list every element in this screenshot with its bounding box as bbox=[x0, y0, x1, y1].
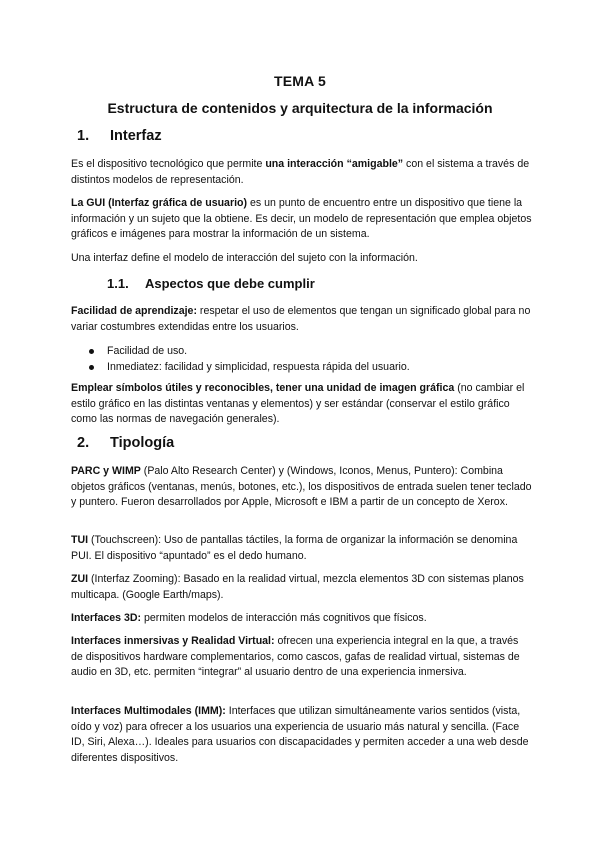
bullet-icon bbox=[89, 365, 94, 370]
paragraph-bold: PARC y WIMP bbox=[71, 465, 141, 477]
paragraph-text: ofrecen una experiencia integral en la que, a través de dispositivos hardware complementarios, como cascos, gafas de realidad virtual, sistemas de audio en 3D, etc. permiten “integrar” al usuario dentro de una experiencia inmersiva. bbox=[71, 635, 520, 678]
section-number: 2. bbox=[77, 435, 90, 451]
paragraph-bold: La GUI (Interfaz gráfica de usuario) bbox=[71, 197, 248, 209]
paragraph-text: (Interfaz Zooming): Basado en la realidad virtual, mezcla elementos 3D con sistemas planos multicapa. (Google Earth/maps). bbox=[71, 573, 524, 601]
paragraph-multimodales bbox=[71, 704, 533, 766]
section-title: Interfaz bbox=[110, 128, 162, 144]
paragraph-bold: Facilidad de aprendizaje: bbox=[71, 305, 197, 317]
paragraph-text: con el sistema a través de distintos modelos de representación. bbox=[71, 158, 530, 186]
paragraph-bold: Interfaces inmersivas y Realidad Virtual: bbox=[71, 635, 275, 647]
paragraph-bold: ZUI bbox=[71, 573, 89, 585]
paragraph-bold: Interfaces 3D: bbox=[71, 612, 142, 624]
paragraph-interfaces-3d bbox=[71, 611, 533, 627]
document-subtitle: Estructura de contenidos y arquitectura de la información bbox=[107, 100, 493, 116]
paragraph-bold: Interfaces Multimodales (IMM): bbox=[71, 705, 226, 717]
section-heading-tipologia bbox=[77, 435, 174, 451]
paragraph-text: (Palo Alto Research Center) y (Windows, Iconos, Menus, Puntero): Combina objetos gráficos (ventanas, menús, botones, etc.), los dispositivos de entrada suelen tener teclado y puntero. Fueron desarrollados por Apple, Microsoft e IBM a partir de un concepto de Xerox. bbox=[71, 465, 532, 508]
paragraph-interfaz-definition bbox=[71, 157, 533, 188]
bullet-icon bbox=[89, 349, 94, 354]
paragraph-interaction-model: Una interfaz define el modelo de interacción del sujeto con la información. bbox=[71, 252, 418, 264]
paragraph-simbolos bbox=[71, 381, 533, 428]
paragraph-text: (no cambiar el estilo gráfico en las distintas ventanas y elementos) y ser estándar (conservar el estilo gráfico como las normas de navegación generales). bbox=[71, 382, 525, 425]
section-heading-interfaz bbox=[77, 128, 162, 144]
paragraph-facilidad-aprendizaje bbox=[71, 304, 533, 335]
paragraph-text: es un punto de encuentro entre un dispositivo que tiene la información y un sujeto que la obtiene. Es decir, un modelo de representación que emplea objetos gráficos e imágenes para mostrar la información de un sistema. bbox=[71, 197, 532, 240]
paragraph-text: Es el dispositivo tecnológico que permite bbox=[71, 158, 266, 170]
document-title: TEMA 5 bbox=[273, 73, 327, 89]
paragraph-gui bbox=[71, 196, 533, 243]
subsection-title: Aspectos que debe cumplir bbox=[145, 276, 315, 291]
paragraph-text: permiten modelos de interacción más cognitivos que físicos. bbox=[141, 612, 427, 624]
paragraph-bold: Emplear símbolos útiles y reconocibles, tener una unidad de imagen gráfica bbox=[71, 382, 455, 394]
section-title: Tipología bbox=[110, 435, 175, 451]
paragraph-text: (Touchscreen): Uso de pantallas táctiles, la forma de organizar la información se denomina PUI. El dispositivo “apuntado” es el dedo humano. bbox=[71, 534, 518, 562]
list-item bbox=[89, 360, 410, 376]
subsection-number: 1.1. bbox=[107, 276, 129, 291]
paragraph-inmersivas bbox=[71, 634, 533, 681]
list-item bbox=[89, 344, 410, 360]
paragraph-text: respetar el uso de elementos que tengan un significado global para no variar costumbres extendidas entre los usuarios. bbox=[71, 305, 531, 333]
list-item-text: Facilidad de uso. bbox=[107, 345, 188, 357]
paragraph-zui bbox=[71, 572, 533, 603]
bullet-list bbox=[89, 344, 410, 375]
subsection-heading-aspectos bbox=[107, 276, 315, 291]
section-number: 1. bbox=[77, 128, 90, 144]
paragraph-tui bbox=[71, 533, 533, 564]
list-item-text: Inmediatez: facilidad y simplicidad, respuesta rápida del usuario. bbox=[107, 360, 410, 373]
paragraph-bold: TUI bbox=[71, 534, 89, 546]
paragraph-parc-wimp bbox=[71, 464, 533, 511]
paragraph-text: Interfaces que utilizan simultáneamente varios sentidos (vista, oído y voz) para ofrecer a los usuarios una experiencia de usuario más natural y sencilla. (Face ID, Siri, Alexa…). Ideales para usuarios con discapacidades y permiten acceder a una web desde diferentes dispositivos. bbox=[71, 705, 529, 764]
paragraph-bold: una interacción “amigable” bbox=[265, 158, 404, 170]
